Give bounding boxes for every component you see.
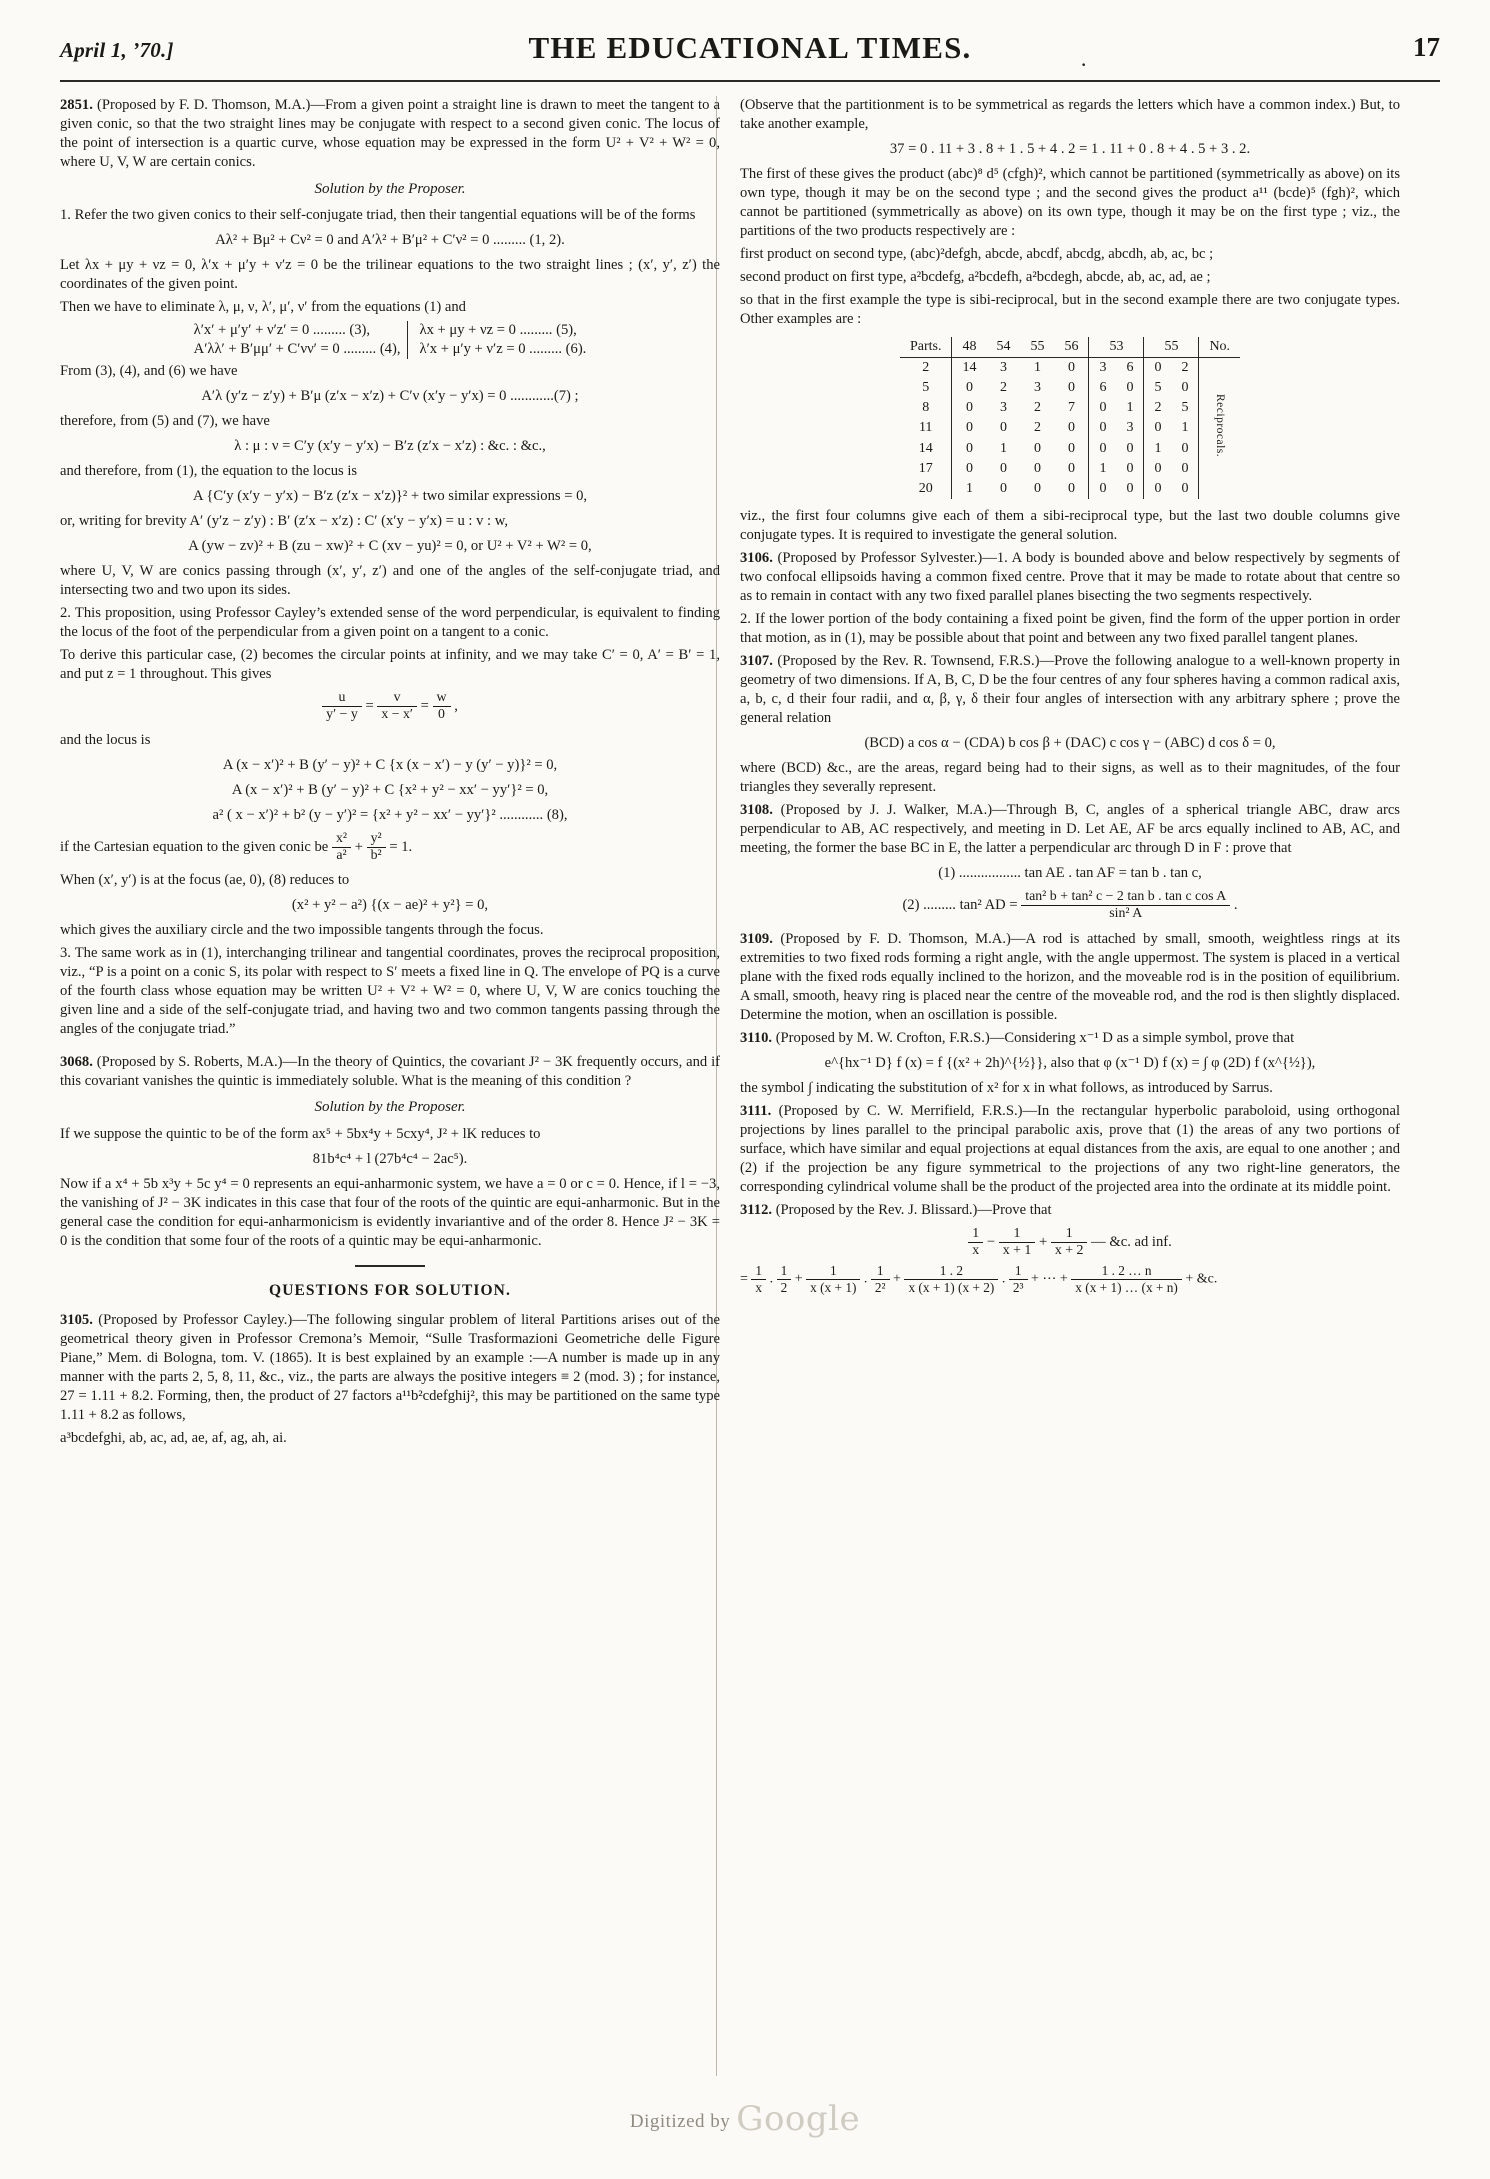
cell: 2 — [1033, 420, 1041, 436]
cell: 2 — [999, 380, 1007, 396]
digitized-by-label: Digitized by — [629, 2111, 731, 2133]
problem-3106-text: (Proposed by Professor Sylvester.)—1. A body is bounded above and below respectively by segments of two confocal ellipsoids having a common fixed centre. Prove that it may be made to rotate about that centre so as to remain in contact with any two fixed parallel planes bisecting the two segments respectively. — [740, 550, 1400, 605]
problem-3068-text: (Proposed by S. Roberts, M.A.)—In the theory of Quintics, the covariant J² − 3K frequently occurs, and if this covariant vanishes the quintic is immediately soluble. What is the meaning of this condition ? — [60, 1053, 720, 1089]
d2: x + 1 — [1002, 1242, 1032, 1258]
n8: 1 . 2 — [904, 1263, 998, 1279]
frac-1-x1 — [999, 1226, 1036, 1260]
equation-13: A (x − x′)² + B (y′ − y)² + C {x² + y² − xx′ − yy′}² = 0, — [231, 782, 549, 799]
cell: 7 — [1067, 400, 1075, 416]
equation-9: A {C′y (x′y − y′x) − B′z (z′x − x′z)}² + two similar expressions = 0, — [192, 488, 588, 504]
problem-3108-eq1: (1) ................. tan AE . tan AF = tan b . tan c, — [938, 864, 1202, 881]
equation-8: λ : μ : ν = C′y (x′y − y′x) − B′z (z′x − x′z) : &c. : &c., — [234, 438, 546, 455]
table-row — [900, 398, 1240, 418]
cell: 0 — [1181, 380, 1189, 396]
partition-equation: 37 = 0 . 11 + 3 . 8 + 1 . 5 + 4 . 2 = 1 . 11 + 0 . 8 + 4 . 5 + 3 . 2. — [889, 140, 1251, 157]
th-53: 53 — [1089, 337, 1144, 358]
problem-3107-text: (Proposed by the Rev. R. Townsend, F.R.S.)—Prove the following analogue to a well-known property in geometry of two dimensions. If A, B, C, D be the four centres of any four spheres having a common radical axis, a, b, c, d their four radii, and α, β, γ, δ their four angles of intersection with any arbitrary sphere ; prove the general relation — [740, 652, 1400, 726]
equation-11 — [60, 690, 720, 724]
plus-1: + — [1038, 1233, 1051, 1250]
reciprocals-label — [1199, 357, 1240, 499]
table-row — [900, 378, 1240, 398]
problem-3108-number: 3108. — [740, 801, 773, 818]
fraction-x2a2 — [332, 831, 351, 865]
frac-1-2cube — [1009, 1263, 1028, 1295]
equation-4: A′λλ′ + B′μμ′ + C′νν′ = 0 ......... (4), — [193, 341, 401, 358]
problem-2851-text: (Proposed by F. D. Thomson, M.A.)—From a given point a straight line is drawn to meet the tangent to a given conic, so that the two straight lines may be conjugate with respect to a second given conic. The locus of the point of intersection is a quartic curve, whose equation may be expressed in the form U² + V² + W² = 0, where U, V, W are certain conics. — [60, 97, 720, 170]
problem-3112-text: (Proposed by the Rev. J. Blissard.)—Prove that — [775, 1201, 1052, 1218]
para-11: and the locus is — [60, 732, 151, 749]
solution-heading-2: Solution by the Proposer. — [314, 1099, 466, 1116]
frac-1-x-b — [751, 1263, 766, 1295]
cell: 0 — [1181, 460, 1189, 476]
n10: 1 . 2 … n — [1071, 1263, 1182, 1279]
equation-3: λ′x′ + μ′y′ + ν′z′ = 0 ......... (3), — [193, 322, 371, 339]
problem-3105 — [60, 1311, 720, 1425]
cell: 2 — [1033, 400, 1041, 416]
para-12: if the Cartesian equation to the given conic be — [60, 839, 329, 856]
n7: 1 — [871, 1263, 890, 1279]
solution-heading-1: Solution by the Proposer. — [314, 180, 466, 197]
cell: 2 — [922, 359, 930, 375]
th-55b: 55 — [1144, 337, 1199, 358]
cell: 11 — [918, 420, 933, 436]
conjugate-types-para: so that in the first example the type is sibi-reciprocal, but in the second example there are two conjugate types. Other examples are : — [740, 291, 1400, 327]
table-note: viz., the first four columns give each of them a sibi-reciprocal type, but the last two double columns give conjugate types. It is required to investigate the general solution. — [740, 508, 1400, 544]
table-row — [900, 459, 1240, 479]
cell: 0 — [1144, 357, 1172, 378]
dot-3: . — [1001, 1271, 1009, 1287]
equals-1: = — [365, 697, 378, 714]
problem-3112 — [740, 1201, 1400, 1220]
problem-3107-note: where (BCD) &c., are the areas, regard being had to their signs, as well as to their magnitudes, of the four triangles they severally represent. — [740, 759, 1400, 795]
problem-3106-part2: 2. If the lower portion of the body containing a fixed point be given, find the form of the upper portion in order that motion, as in (1), may be possible about that point and between any two fixed parallel tangent planes. — [740, 611, 1400, 646]
cell: 6 — [1089, 378, 1117, 398]
d5: 2 — [780, 1279, 788, 1295]
equation-10: A (yw − zv)² + B (zu − xw)² + C (xv − yu)² = 0, or U² + V² + W² = 0, — [188, 537, 592, 554]
cell: 0 — [1089, 418, 1117, 438]
cell: 5 — [922, 380, 930, 396]
cell: 0 — [1126, 440, 1134, 456]
n9: 1 — [1009, 1263, 1028, 1279]
cell: 0 — [1067, 359, 1075, 375]
d9: 2³ — [1012, 1279, 1024, 1295]
problem-3110-text: (Proposed by M. W. Crofton, F.R.S.)—Considering x⁻¹ D as a simple symbol, prove that — [775, 1030, 1295, 1047]
problem-3068 — [60, 1053, 720, 1091]
cell: 1 — [952, 479, 987, 499]
cell: 5 — [1181, 400, 1189, 416]
cell: 3 — [999, 400, 1007, 416]
problem-3105-tail: a³bcdefghi, ab, ac, ad, ae, af, ag, ah, ai. — [60, 1429, 287, 1446]
parts-table-body — [900, 357, 1240, 499]
para-15: 3. The same work as in (1), interchanging trilinear and tangential coordinates, proves the reciprocal proposition, viz., “P is a point on a conic S, its polar with respect to S′ meets a fixed line in Q. The envelope of PQ is a curve of the fourth class whose equation may be written U² + V² + W² = 0, where U, V, W are conics touching the given line and a side of the self-conjugate triad, and having two and two common tangents passing through the angles of the conjugate triad.” — [60, 944, 720, 1037]
para-10: To derive this particular case, (2) becomes the circular points at infinity, and we may take C′ = 0, A′ = B′ = 1, and put z = 1 throughout. This gives — [60, 646, 720, 682]
n3: 1 — [1051, 1226, 1088, 1243]
masthead-dot: · — [1080, 52, 1088, 77]
comma: , — [454, 697, 458, 714]
para-8: where U, V, W are conics passing through (x′, y′, z′) and one of the angles of the self-conjugate triad, and intersecting two and two upon its sides. — [60, 562, 720, 598]
cell: 0 — [1033, 480, 1041, 496]
cell: 1 — [1126, 400, 1134, 416]
frac-12-xx1x2 — [904, 1263, 998, 1295]
frac-1-2sq — [871, 1263, 890, 1295]
d10: x (x + 1) … (x + n) — [1075, 1279, 1178, 1295]
quintic-equation: 81b⁴c⁴ + l (27b⁴c⁴ − 2ac⁵). — [312, 1150, 468, 1167]
google-logo: Google — [736, 2099, 861, 2139]
frac-1-2 — [777, 1263, 792, 1295]
products-para: The first of these gives the product (abc)⁸ d⁵ (cfgh)², which cannot be partitioned (symmetrically as above) on its own type, though it may be on the second type ; and the second gives the product a¹¹ (bcde)⁵ (fgh)², which cannot be partitioned (symmetrically as above) on its own type, though it may be on the first type ; viz., the partitions of the two products respectively are : — [740, 165, 1400, 239]
issue-date: April 1, ’70.] — [60, 38, 174, 62]
para-5: therefore, from (5) and (7), we have — [60, 413, 270, 430]
problem-2851 — [60, 96, 720, 172]
frac-num-x2: x² — [332, 831, 351, 848]
problem-3105-number: 3105. — [60, 1311, 93, 1328]
para-12b: = 1. — [389, 839, 413, 856]
table-row — [900, 357, 1240, 378]
cell: 17 — [918, 460, 933, 476]
plus-3: + — [893, 1271, 905, 1287]
frac-den-a2: a² — [336, 848, 347, 864]
section-divider — [355, 1265, 425, 1267]
problem-3111-number: 3111. — [740, 1102, 772, 1119]
cell: 0 — [952, 418, 987, 438]
cell: 6 — [1126, 359, 1134, 375]
equation-14: a² ( x − x′)² + b² (y − y′)² = {x² + y² − xx′ − yy′}² ............ (8), — [212, 807, 568, 824]
parts-table-wrap — [740, 337, 1400, 500]
problem-3108-eq2 — [740, 889, 1400, 923]
frac-1-x — [968, 1226, 983, 1260]
n1: 1 — [968, 1226, 983, 1243]
cell: 0 — [1181, 480, 1189, 496]
spacer-1 — [60, 1043, 720, 1053]
cell: 0 — [952, 378, 987, 398]
equals-sign: = — [740, 1271, 752, 1287]
n6: 1 — [806, 1263, 860, 1279]
th-48: 48 — [952, 337, 987, 358]
fraction-y2b2 — [367, 831, 386, 865]
equation-15: (x² + y² − a²) {(x − ae)² + y²} = 0, — [291, 896, 489, 913]
para-3: Then we have to eliminate λ, μ, ν, λ′, μ′, ν′ from the equations (1) and — [60, 299, 466, 316]
cell: 0 — [1067, 460, 1075, 476]
cell: 20 — [918, 480, 933, 496]
cell: 0 — [1144, 459, 1172, 479]
problem-3110-equation: e^{hx⁻¹ D} f (x) = f {(x² + 2h)^{½}}, also that φ (x⁻¹ D) f (x) = ∫ φ (2D) f (x^{½}), — [824, 1055, 1316, 1071]
th-55a: 55 — [1030, 338, 1045, 354]
para-14: which gives the auxiliary circle and the two impossible tangents through the focus. — [60, 921, 544, 938]
fraction-v: $\frac{v}{x - x'}$ — [377, 690, 417, 724]
equation-6: λ′x + μ′y + ν′z = 0 ......... (6). — [419, 341, 587, 358]
para-9: 2. This proposition, using Professor Cayley’s extended sense of the word perpendicular, is equivalent to finding the locus of the foot of the perpendicular from a given point on a tangent to a conic. — [60, 604, 720, 640]
cell: 5 — [1144, 378, 1172, 398]
cell: 3 — [1033, 380, 1041, 396]
para-1: 1. Refer the two given conics to their self-conjugate triad, then their tangential equations will be of the forms — [60, 207, 696, 224]
problem-3107-equation: (BCD) a cos α − (CDA) b cos β + (DAC) c cos γ − (ABC) d cos δ = 0, — [864, 734, 1276, 751]
problem-3106-number: 3106. — [740, 550, 773, 567]
para-13: When (x′, y′) is at the focus (ae, 0), (8) reduces to — [60, 871, 350, 888]
d8: x (x + 1) (x + 2) — [908, 1279, 995, 1295]
cell: 0 — [952, 398, 987, 418]
header-rule — [60, 80, 1440, 82]
problem-3111 — [740, 1102, 1400, 1197]
cell: 0 — [1033, 460, 1041, 476]
th-54: 54 — [996, 338, 1011, 354]
equation-5: λx + μy + νz = 0 ......... (5), — [419, 322, 577, 339]
cell: 8 — [922, 400, 930, 416]
th-56: 56 — [1064, 338, 1079, 354]
eq2-fraction — [1021, 889, 1230, 923]
problem-3107-number: 3107. — [740, 652, 773, 669]
d1: x — [972, 1242, 980, 1258]
first-product-line: first product on second type, (abc)²defgh, abcde, abcdf, abcdg, abcdh, ab, ac, bc ; — [740, 245, 1214, 262]
ellipsis: + ⋯ + — [1031, 1271, 1072, 1287]
table-row — [900, 479, 1240, 499]
frac-general — [1071, 1263, 1182, 1295]
etc: + &c. — [1185, 1271, 1218, 1287]
problem-3108-text: (Proposed by J. J. Walker, M.A.)—Through B, C, angles of a spherical triangle ABC, draw arcs perpendicular to AB, AC respectively, and meeting in D. Let AE, AF be arcs equally inclined to AB, AC, and meeting, the former the base BC in E, the latter a perpendicular arc through D in F : prove that — [740, 801, 1400, 856]
equals-2: = — [420, 697, 433, 714]
cell: 0 — [999, 460, 1007, 476]
cell: 0 — [1089, 439, 1117, 459]
cell: 0 — [999, 420, 1007, 436]
cell: 3 — [1089, 357, 1117, 378]
frac-den-b2: b² — [370, 848, 382, 864]
parts-table — [900, 337, 1240, 500]
page-number: 17 — [1413, 32, 1440, 62]
minus-1: − — [986, 1233, 999, 1250]
parts-table-head — [900, 337, 1240, 358]
cell: 3 — [999, 359, 1007, 375]
table-header-row — [900, 337, 1240, 358]
problem-3109 — [740, 930, 1400, 1025]
problem-3106 — [740, 549, 1400, 606]
eq2-denominator: sin² A — [1109, 905, 1143, 921]
cell: 1 — [1033, 359, 1041, 375]
table-row — [900, 418, 1240, 438]
eq2-numerator: tan² b + tan² c − 2 tan b . tan c cos A — [1021, 889, 1230, 906]
page-title: THE EDUCATIONAL TIMES. — [528, 30, 972, 65]
cell: 2 — [1144, 398, 1172, 418]
n4: 1 — [751, 1263, 766, 1279]
cell: 0 — [952, 459, 987, 479]
cell: 0 — [1126, 480, 1134, 496]
n5: 1 — [777, 1263, 792, 1279]
frac-1-x2 — [1051, 1226, 1088, 1260]
cell: 14 — [918, 440, 933, 456]
d7: 2² — [874, 1279, 886, 1295]
fraction-w: $\frac{w}{0}$ — [433, 690, 451, 724]
plus-2: + — [794, 1271, 807, 1287]
para-2: Let λx + μy + νz = 0, λ′x + μ′y + ν′z = 0 be the trilinear equations to the two straight lines ; (x′, y′, z′) the coordinates of the given point. — [60, 257, 720, 293]
cell: 0 — [1067, 440, 1075, 456]
cell: 2 — [1181, 359, 1189, 375]
problem-3112-number: 3112. — [740, 1201, 773, 1218]
right-column — [740, 96, 1400, 1296]
para-6: and therefore, from (1), the equation to the locus is — [60, 463, 358, 480]
masthead — [60, 30, 1440, 76]
plus-sign: + — [354, 839, 367, 856]
d6: x (x + 1) — [810, 1279, 857, 1295]
cell: 0 — [1067, 480, 1075, 496]
cell: 0 — [1126, 460, 1134, 476]
cell: 3 — [1126, 420, 1134, 436]
footer-watermark — [0, 2099, 1490, 2139]
cell: 0 — [1067, 420, 1075, 436]
cell: 0 — [1144, 418, 1172, 438]
problem-3105-text: (Proposed by Professor Cayley.)—The following singular problem of literal Partitions arises out of the geometrical theory given in Professor Cremona’s Memoir, “Sulle Trasformazioni Geometriche delle Figure Piane,” Mem. di Bologna, tom. V. (1865). It is best explained by an example :—A number is made up in any manner with the parts 2, 5, 8, 11, &c., viz., the parts are always the positive integers ≡ 2 (mod. 3) ; for instance, 27 = 1.11 + 8.2. Forming, then, the product of 27 factors a¹¹b²cdefghij², this may be partitioned on the same type 1.11 + 8.2 as follows, — [60, 1311, 720, 1423]
cell: 1 — [1089, 459, 1117, 479]
problem-3108 — [740, 801, 1400, 858]
questions-heading: QUESTIONS FOR SOLUTION. — [269, 1281, 511, 1299]
problem-3109-number: 3109. — [740, 931, 773, 948]
cell: 0 — [1089, 398, 1117, 418]
reciprocals-text: Reciprocals. — [1214, 393, 1227, 457]
cell: 0 — [1126, 380, 1134, 396]
n2: 1 — [999, 1226, 1036, 1243]
problem-3110-note: the symbol ∫ indicating the substitution of x² for x in what follows, as introduced by Sarrus. — [740, 1079, 1273, 1096]
equation-12: A (x − x′)² + B (y′ − y)² + C {x (x − x′) − y (y′ − y)}² = 0, — [222, 757, 558, 774]
quintic-para-1: If we suppose the quintic to be of the form ax⁵ + 5bx⁴y + 5cxy⁴, J² + lK reduces to — [60, 1125, 541, 1142]
cell: 1 — [1181, 420, 1189, 436]
problem-3112-eq-line1 — [740, 1226, 1400, 1260]
problem-3109-text: (Proposed by F. D. Thomson, M.A.)—A rod is attached by small, smooth, weightless rings at its extremities to two fixed rods forming a right angle, with the angle uppermost. The system is placed in a vertical plane with the fixed rods equally inclined to the horizon, and the moveable rod is in the position of equilibrium. A small, smooth, heavy ring is placed near the centre of the moveable rod, and the rod is then slightly displaced. Determine the motion, when an oscillation is possible. — [740, 931, 1400, 1024]
frac-1-xx1 — [806, 1263, 860, 1295]
quintic-para-2: Now if a x⁴ + 5b x³y + 5c y⁴ = 0 represents an equi-anharmonic system, we have a = 0 or c = 0. Hence, if l = −3, the vanishing of J² − 3K indicates in this case that four of the roots of the quintic are equi-anharmonic. But in the general case the condition for equi-anharmonicism is evidently invariantive and of the order 8. Hence J² − 3K = 0 is the condition that some four of the roots of a quintic may be equi-anharmonic. — [60, 1175, 720, 1249]
dot-1: . — [769, 1271, 777, 1287]
cell: 0 — [1033, 440, 1041, 456]
cell: 0 — [1181, 440, 1189, 456]
table-row — [900, 439, 1240, 459]
cell: 0 — [999, 480, 1007, 496]
problem-3112-eq-line2 — [740, 1263, 1400, 1295]
cell: 1 — [1144, 439, 1172, 459]
cell: 0 — [1089, 479, 1117, 499]
problem-3068-number: 3068. — [60, 1053, 93, 1070]
para-12-line — [60, 831, 720, 865]
eq-tail: — &c. ad inf. — [1091, 1233, 1172, 1250]
d3: x + 2 — [1054, 1242, 1084, 1258]
fraction-u: $\frac{u}{y' - y}$ — [322, 690, 362, 724]
second-product-line: second product on first type, a²bcdefg, a²bcdefh, a²bcdegh, abcde, ab, ac, ad, ae ; — [740, 268, 1211, 285]
left-column — [60, 96, 720, 1452]
equation-1-2: Aλ² + Bμ² + Cν² = 0 and A′λ² + B′μ² + C′ν² = 0 ......... (1, 2). — [215, 232, 565, 249]
th-no: No. — [1199, 337, 1240, 358]
d4: x — [755, 1279, 763, 1295]
dot-2: . — [863, 1271, 871, 1287]
frac-num-y2: y² — [367, 831, 386, 848]
cell: 14 — [952, 357, 987, 378]
observe-para: (Observe that the partitionment is to be symmetrical as regards the letters which have a common index.) But, to take another example, — [740, 97, 1400, 132]
problem-2851-number: 2851. — [60, 97, 93, 113]
eq2-period: . — [1233, 896, 1238, 913]
para-4: From (3), (4), and (6) we have — [60, 363, 238, 380]
problem-3107 — [740, 652, 1400, 728]
eq2-label: (2) ......... tan² AD = — [902, 896, 1018, 913]
problem-3110 — [740, 1029, 1400, 1048]
problem-3110-number: 3110. — [740, 1030, 773, 1047]
cell: 1 — [999, 440, 1007, 456]
equation-7: A′λ (y′z − z′y) + B′μ (z′x − x′z) + C′ν (x′y − y′x) = 0 ............(7) ; — [201, 388, 579, 405]
problem-3111-text: (Proposed by C. W. Merrifield, F.R.S.)—In the rectangular hyperbolic paraboloid, using orthogonal projections by lines parallel to the principal parabolic axis, prove that (1) the areas of any two portions of surface, which have similar and equal projections at equal distances from the axis, are equal to one another ; and (2) if the projection be any figure symmetrical to the projections of any two right-line generators, the corresponding cylindrical volume shall be the product of the projected area into the ordinate at its middle point. — [740, 1102, 1400, 1195]
th-parts: Parts. — [909, 338, 942, 354]
para-7: or, writing for brevity A′ (y′z − z′y) : B′ (z′x − x′z) : C′ (x′y − y′x) = u : v : w, — [60, 512, 508, 529]
cell: 0 — [952, 439, 987, 459]
cell: 0 — [1144, 479, 1172, 499]
cell: 0 — [1067, 380, 1075, 396]
